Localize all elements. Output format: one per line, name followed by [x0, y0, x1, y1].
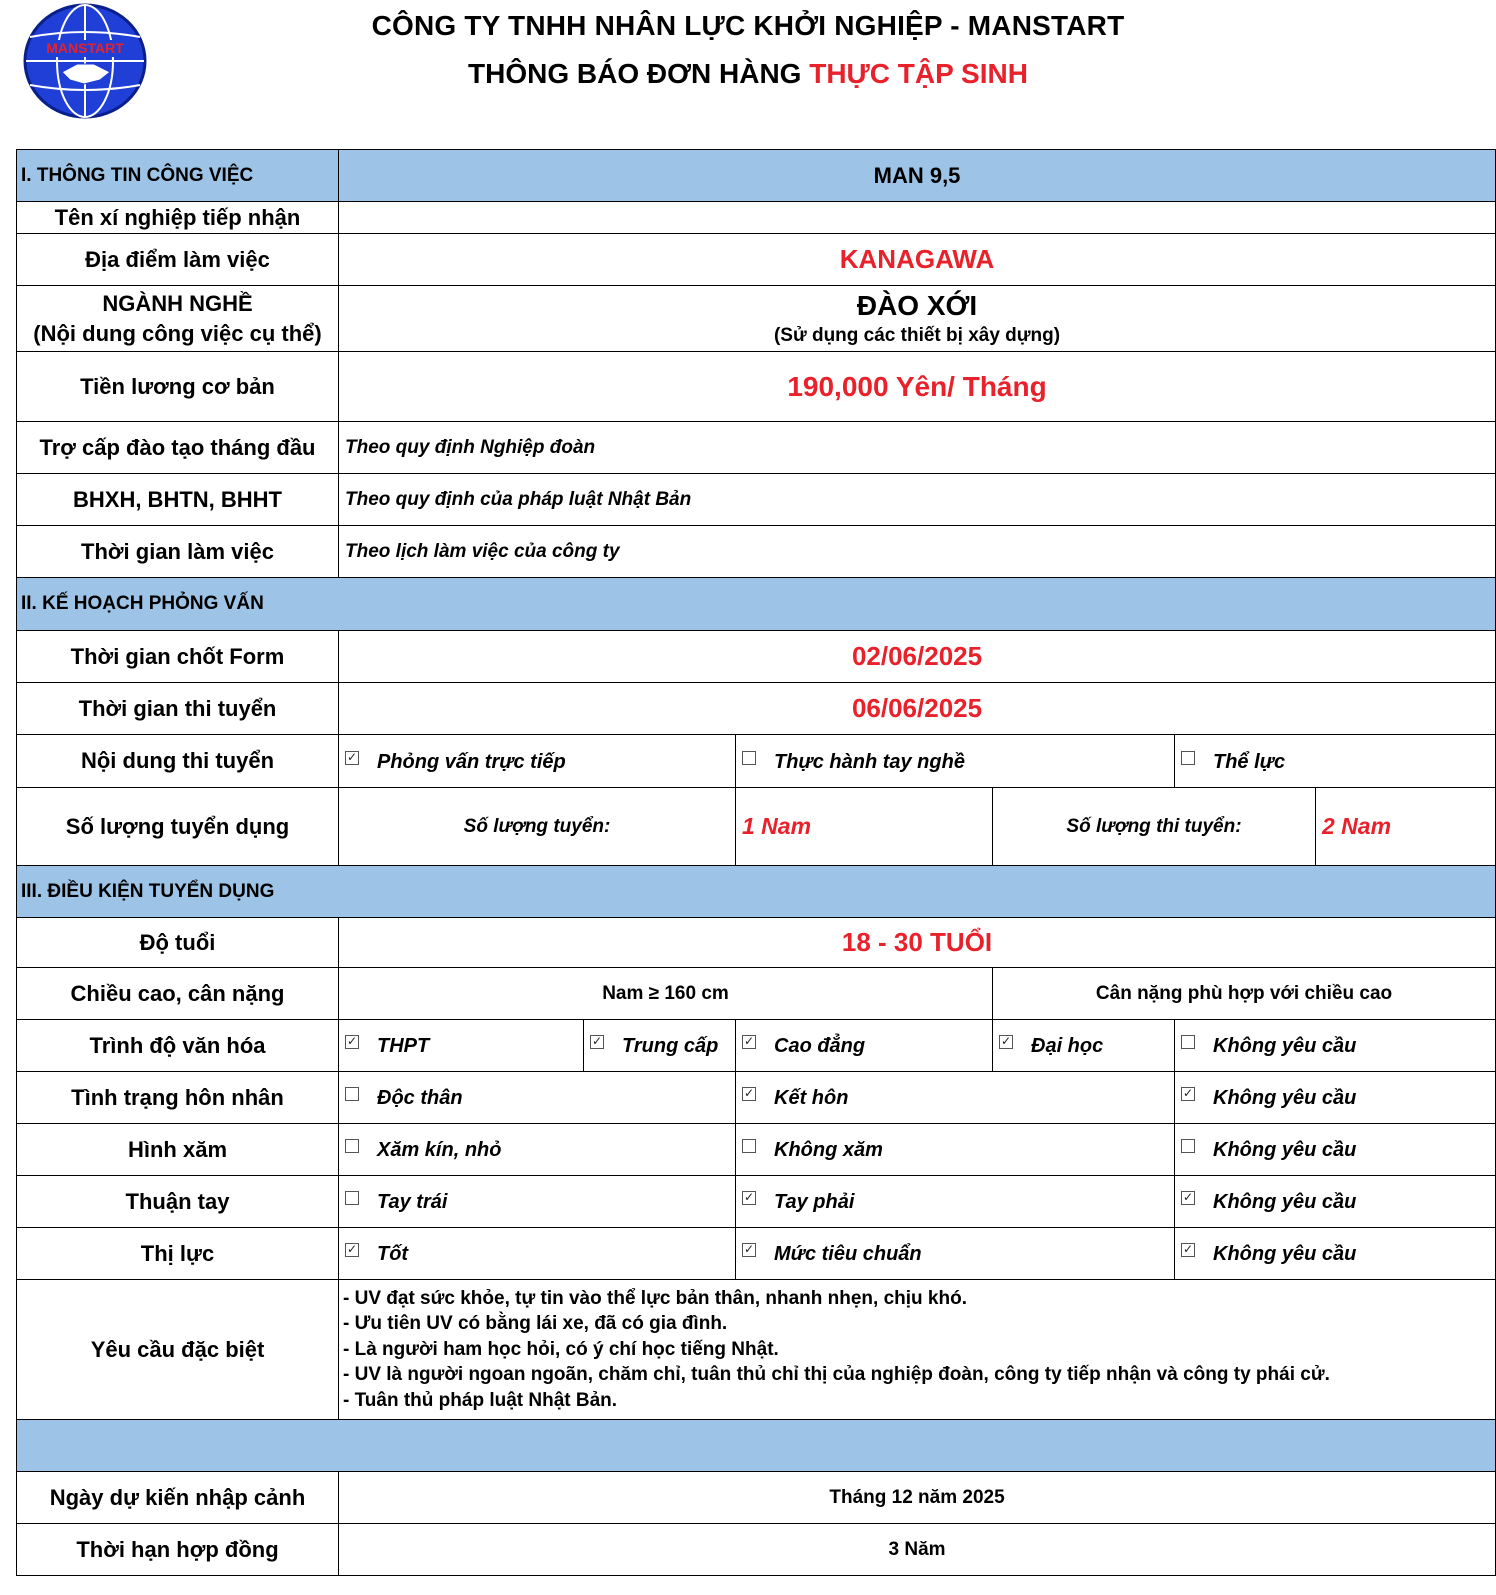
option-edu-university[interactable]: ✓ Đại học	[993, 1020, 1175, 1072]
order-form-table	[16, 149, 1496, 1576]
job-detail: (Sử dụng các thiết bị xây dựng)	[773, 324, 1061, 346]
job-title: ĐÀO XỚI	[856, 289, 978, 321]
label-entry-date: Ngày dự kiến nhập cảnh	[17, 1472, 339, 1524]
label-exam-content: Nội dung thi tuyển	[17, 735, 339, 788]
label-salary: Tiền lương cơ bản	[17, 352, 339, 422]
checkbox-empty-icon[interactable]	[345, 1087, 359, 1101]
checkbox-checked-icon[interactable]	[999, 1035, 1013, 1049]
value-hours: Theo lịch làm việc của công ty	[339, 526, 1496, 578]
value-location: KANAGAWA	[339, 234, 1496, 286]
label-location: Địa điểm làm việc	[17, 234, 339, 286]
blank-section-bar	[17, 1420, 1496, 1472]
row-vision	[17, 1228, 1496, 1280]
row-height	[17, 968, 1496, 1020]
checkbox-checked-icon[interactable]	[742, 1035, 756, 1049]
row-marital	[17, 1072, 1496, 1124]
option-hand-any[interactable]: ✓ Không yêu cầu	[1175, 1176, 1496, 1228]
section-2-title: II. KẾ HOẠCH PHỎNG VẤN	[17, 578, 1496, 631]
checkbox-checked-icon[interactable]	[742, 1087, 756, 1101]
option-edu-intermediate[interactable]: ✓ Trung cấp	[584, 1020, 736, 1072]
label-vision: Thị lực	[17, 1228, 339, 1280]
section-2-header	[17, 578, 1496, 631]
option-tattoo-small[interactable]: Xăm kín, nhỏ	[339, 1124, 736, 1176]
value-allowance: Theo quy định Nghiệp đoàn	[339, 422, 1496, 474]
company-name: CÔNG TY TNHH NHÂN LỰC KHỞI NGHIỆP - MANSTART	[371, 10, 1125, 41]
value-exam-count: 2 Nam	[1316, 788, 1496, 866]
checkbox-empty-icon[interactable]	[1181, 751, 1195, 765]
option-marital-any[interactable]: ✓ Không yêu cầu	[1175, 1072, 1496, 1124]
option-tattoo-none[interactable]: Không xăm	[736, 1124, 1175, 1176]
label-hours: Thời gian làm việc	[17, 526, 339, 578]
label-marital: Tình trạng hôn nhân	[17, 1072, 339, 1124]
checkbox-checked-icon[interactable]	[1181, 1087, 1195, 1101]
special-line: - UV là người ngoan ngoãn, chăm chỉ, tuân thủ chỉ thị của nghiệp đoàn, công ty tiếp nhận và công ty phái cử.	[343, 1364, 1330, 1386]
row-exam-content	[17, 735, 1496, 788]
option-marital-married[interactable]: ✓ Kết hôn	[736, 1072, 1175, 1124]
checkbox-checked-icon[interactable]	[742, 1243, 756, 1257]
checkbox-checked-icon[interactable]	[345, 751, 359, 765]
value-form-deadline: 02/06/2025	[339, 631, 1496, 683]
value-weight: Cân nặng phù hợp với chiều cao	[993, 968, 1496, 1020]
value-age: 18 - 30 TUỔI	[339, 918, 1496, 968]
option-edu-highschool[interactable]: ✓ THPT	[339, 1020, 584, 1072]
option-exam-fitness[interactable]: Thể lực	[1175, 735, 1496, 788]
value-job	[339, 286, 1496, 352]
checkbox-empty-icon[interactable]	[345, 1191, 359, 1205]
section-1-title: I. THÔNG TIN CÔNG VIỆC	[17, 150, 339, 202]
value-company	[339, 202, 1496, 234]
option-exam-practical[interactable]: Thực hành tay nghề	[736, 735, 1175, 788]
label-age: Độ tuổi	[17, 918, 339, 968]
section-3-header	[17, 866, 1496, 918]
checkbox-empty-icon[interactable]	[345, 1139, 359, 1153]
label-education: Trình độ văn hóa	[17, 1020, 339, 1072]
checkbox-checked-icon[interactable]	[1181, 1191, 1195, 1205]
value-exam-date: 06/06/2025	[339, 683, 1496, 735]
row-exam-date	[17, 683, 1496, 735]
value-recruit-count: 1 Nam	[736, 788, 993, 866]
row-insurance	[17, 474, 1496, 526]
checkbox-empty-icon[interactable]	[742, 1139, 756, 1153]
checkbox-checked-icon[interactable]	[1181, 1243, 1195, 1257]
checkbox-checked-icon[interactable]	[590, 1035, 604, 1049]
label-hand: Thuận tay	[17, 1176, 339, 1228]
option-vision-good[interactable]: ✓ Tốt	[339, 1228, 736, 1280]
value-entry-date: Tháng 12 năm 2025	[339, 1472, 1496, 1524]
value-special	[339, 1280, 1496, 1420]
notice-highlight: THỰC TẬP SINH	[809, 58, 1028, 89]
row-allowance	[17, 422, 1496, 474]
blank-bar-cell	[17, 1420, 1496, 1472]
section-1-header	[17, 150, 1496, 202]
order-code: MAN 9,5	[339, 150, 1496, 202]
option-edu-none[interactable]: Không yêu cầu	[1175, 1020, 1496, 1072]
special-line: - UV đạt sức khỏe, tự tin vào thể lực bản thân, nhanh nhẹn, chịu khó.	[343, 1287, 967, 1309]
row-tattoo	[17, 1124, 1496, 1176]
value-salary: 190,000 Yên/ Tháng	[339, 352, 1496, 422]
label-insurance: BHXH, BHTN, BHHT	[17, 474, 339, 526]
special-line: - Ưu tiên UV có bằng lái xe, đã có gia đình.	[343, 1313, 728, 1335]
row-form-deadline	[17, 631, 1496, 683]
option-exam-interview[interactable]: ✓ Phỏng vấn trực tiếp	[339, 735, 736, 788]
logo-text: MANSTART	[46, 40, 124, 56]
notice-title	[0, 58, 1496, 90]
option-vision-standard[interactable]: ✓ Mức tiêu chuẩn	[736, 1228, 1175, 1280]
row-education	[17, 1020, 1496, 1072]
notice-prefix: THÔNG BÁO ĐƠN HÀNG	[468, 58, 802, 89]
label-job-line1: NGÀNH NGHỀ	[102, 290, 253, 316]
row-hours	[17, 526, 1496, 578]
label-contract: Thời hạn hợp đồng	[17, 1524, 339, 1576]
special-line: - Tuân thủ pháp luật Nhật Bản.	[343, 1389, 618, 1411]
checkbox-checked-icon[interactable]	[345, 1035, 359, 1049]
label-job-line2: (Nội dung công việc cụ thể)	[33, 320, 322, 346]
checkbox-empty-icon[interactable]	[1181, 1139, 1195, 1153]
option-vision-any[interactable]: ✓ Không yêu cầu	[1175, 1228, 1496, 1280]
value-height: Nam ≥ 160 cm	[339, 968, 993, 1020]
label-quantity: Số lượng tuyển dụng	[17, 788, 339, 866]
checkbox-checked-icon[interactable]	[742, 1191, 756, 1205]
checkbox-checked-icon[interactable]	[345, 1243, 359, 1257]
row-quantity	[17, 788, 1496, 866]
label-special: Yêu cầu đặc biệt	[17, 1280, 339, 1420]
special-line: - Là người ham học hỏi, có ý chí học tiếng Nhật.	[343, 1338, 779, 1360]
row-company	[17, 202, 1496, 234]
label-form-deadline: Thời gian chốt Form	[17, 631, 339, 683]
row-location	[17, 234, 1496, 286]
value-insurance: Theo quy định của pháp luật Nhật Bản	[339, 474, 1496, 526]
label-recruit-count: Số lượng tuyển:	[339, 788, 736, 866]
label-exam-date: Thời gian thi tuyển	[17, 683, 339, 735]
label-allowance: Trợ cấp đào tạo tháng đầu	[17, 422, 339, 474]
option-hand-right[interactable]: ✓ Tay phải	[736, 1176, 1175, 1228]
row-salary	[17, 352, 1496, 422]
label-company: Tên xí nghiệp tiếp nhận	[17, 202, 339, 234]
option-edu-college[interactable]: ✓ Cao đẳng	[736, 1020, 993, 1072]
row-job	[17, 286, 1496, 352]
label-job	[17, 286, 339, 352]
value-contract: 3 Năm	[339, 1524, 1496, 1576]
option-marital-single[interactable]: Độc thân	[339, 1072, 736, 1124]
checkbox-empty-icon[interactable]	[1181, 1035, 1195, 1049]
checkbox-empty-icon[interactable]	[742, 751, 756, 765]
label-height: Chiều cao, cân nặng	[17, 968, 339, 1020]
row-hand	[17, 1176, 1496, 1228]
option-tattoo-any[interactable]: Không yêu cầu	[1175, 1124, 1496, 1176]
row-special	[17, 1280, 1496, 1420]
row-age	[17, 918, 1496, 968]
option-hand-left[interactable]: Tay trái	[339, 1176, 736, 1228]
row-entry-date	[17, 1472, 1496, 1524]
section-3-title: III. ĐIỀU KIỆN TUYỂN DỤNG	[17, 866, 1496, 918]
label-tattoo: Hình xăm	[17, 1124, 339, 1176]
label-exam-count: Số lượng thi tuyển:	[993, 788, 1316, 866]
row-contract	[17, 1524, 1496, 1576]
